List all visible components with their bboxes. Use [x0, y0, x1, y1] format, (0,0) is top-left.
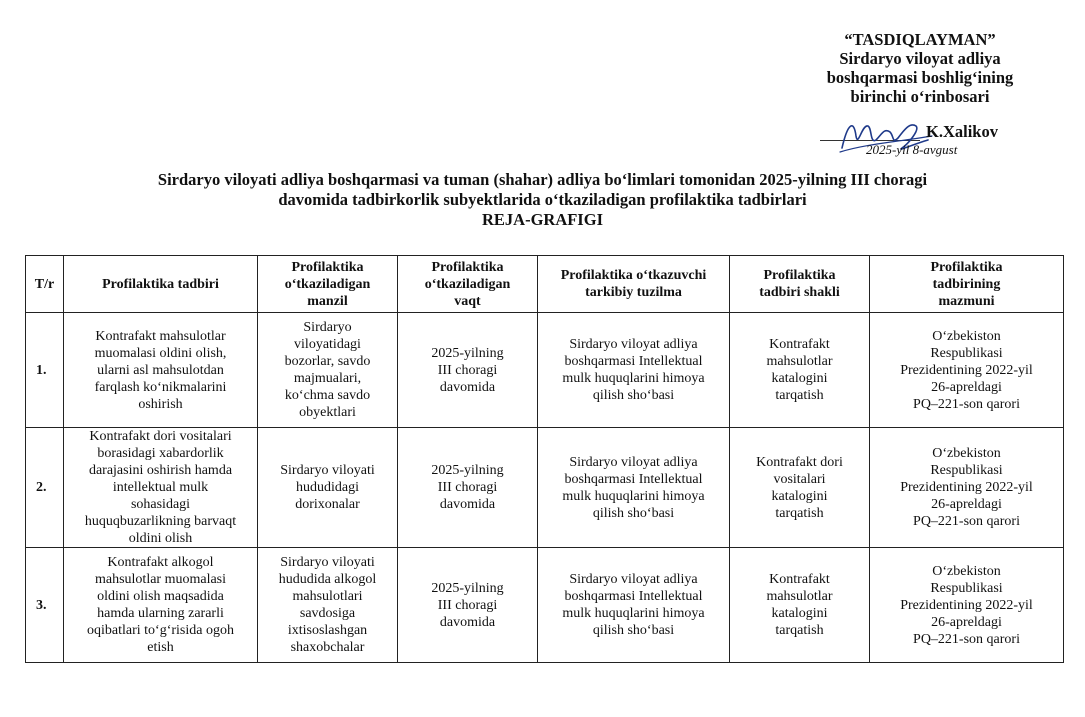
title-line-1: Sirdaryo viloyati adliya boshqarmasi va tuman (shahar) adliya bo‘limlari tomonidan 2025-yilning III choragi [157, 170, 928, 189]
signature-row [818, 120, 1063, 156]
table-row [26, 313, 1064, 428]
approval-block [790, 30, 1050, 106]
header-time: Profilaktika o‘tkaziladigan vaqt [398, 256, 538, 313]
row-number: 1. [26, 313, 64, 428]
table-row [26, 548, 1064, 663]
header-form: Profilaktika tadbiri shakli [730, 256, 870, 313]
event-cell: Kontrafakt alkogol mahsulotlar muomalasi oldini olish maqsadida hamda ularning zararli oqibatlari to‘g‘risida ogoh etish [64, 548, 258, 663]
header-location: Profilaktika o‘tkaziladigan manzil [258, 256, 398, 313]
title-line-2: davomida tadbirkorlik subyektlarida o‘tkaziladigan profilaktika tadbirlari [278, 190, 807, 209]
time-cell: 2025-yilning III choragi davomida [398, 313, 538, 428]
approval-date: 2025-yil 8-avgust [866, 142, 958, 157]
approval-position-line-2: boshqarmasi boshlig‘ining [826, 68, 1014, 87]
unit-cell: Sirdaryo viloyat adliya boshqarmasi Intellektual mulk huquqlarini himoya qilish sho‘basi [538, 548, 730, 663]
schedule-table [25, 255, 1064, 663]
location-cell: Sirdaryo viloyati hududidagi dorixonalar [258, 428, 398, 548]
title-line-3: REJA-GRAFIGI [481, 210, 603, 229]
header-event: Profilaktika tadbiri [64, 256, 258, 313]
form-cell: Kontrafakt mahsulotlar katalogini tarqatish [730, 313, 870, 428]
signer-name: K.Xalikov [926, 122, 998, 141]
content-cell: O‘zbekiston Respublikasi Prezidentining 2022-yil 26-apreldagi PQ–221-son qarori [870, 548, 1064, 663]
table-header-row [26, 256, 1064, 313]
form-cell: Kontrafakt mahsulotlar katalogini tarqatish [730, 548, 870, 663]
approval-heading: “TASDIQLAYMAN” [844, 30, 996, 49]
unit-cell: Sirdaryo viloyat adliya boshqarmasi Intellektual mulk huquqlarini himoya qilish sho‘basi [538, 428, 730, 548]
content-cell: O‘zbekiston Respublikasi Prezidentining 2022-yil 26-apreldagi PQ–221-son qarori [870, 428, 1064, 548]
event-cell: Kontrafakt dori vositalari borasidagi xabardorlik darajasini oshirish hamda intellektual mulk sohasidagi huquqbuzarlikning barvaqt oldini olish [64, 428, 258, 548]
document-title [60, 170, 1025, 230]
content-cell: O‘zbekiston Respublikasi Prezidentining 2022-yil 26-apreldagi PQ–221-son qarori [870, 313, 1064, 428]
header-content: Profilaktika tadbirining mazmuni [870, 256, 1064, 313]
event-cell: Kontrafakt mahsulotlar muomalasi oldini olish, ularni asl mahsulotdan farqlash ko‘nikmalarini oshirish [64, 313, 258, 428]
row-number: 2. [26, 428, 64, 548]
time-cell: 2025-yilning III choragi davomida [398, 428, 538, 548]
header-unit: Profilaktika o‘tkazuvchi tarkibiy tuzilma [538, 256, 730, 313]
table-row [26, 428, 1064, 548]
location-cell: Sirdaryo viloyati hududida alkogol mahsulotlari savdosiga ixtisoslashgan shaxobchalar [258, 548, 398, 663]
form-cell: Kontrafakt dori vositalari katalogini tarqatish [730, 428, 870, 548]
time-cell: 2025-yilning III choragi davomida [398, 548, 538, 663]
row-number: 3. [26, 548, 64, 663]
unit-cell: Sirdaryo viloyat adliya boshqarmasi Intellektual mulk huquqlarini himoya qilish sho‘basi [538, 313, 730, 428]
approval-position-line-3: birinchi o‘rinbosari [850, 87, 990, 106]
header-number: T/r [26, 256, 64, 313]
approval-position-line-1: Sirdaryo viloyat adliya [839, 49, 1001, 68]
location-cell: Sirdaryo viloyatidagi bozorlar, savdo majmualari, ko‘chma savdo obyektlari [258, 313, 398, 428]
